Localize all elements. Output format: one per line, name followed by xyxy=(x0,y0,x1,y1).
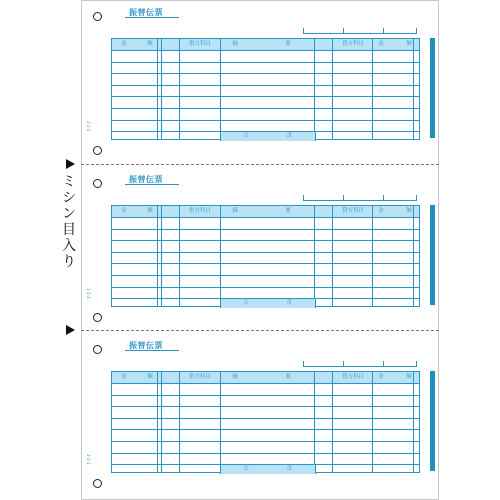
perforation-line xyxy=(81,164,439,165)
header-debit-amount-a: 金 xyxy=(121,208,127,214)
slip-title: 振替伝票 xyxy=(129,175,163,184)
binding-hole-icon xyxy=(93,345,102,354)
entry-table xyxy=(111,371,420,473)
voucher-slip-3 xyxy=(81,333,439,493)
header-debit-amount-b: 額 xyxy=(147,208,153,214)
header-description-a: 摘 xyxy=(232,208,238,214)
header-description-b: 要 xyxy=(285,41,291,47)
header-description-a: 摘 xyxy=(232,374,238,380)
total-row: 合 計 xyxy=(220,299,316,308)
header-debit-account: 借方科目 xyxy=(188,41,211,47)
voucher-slip-2 xyxy=(81,167,439,327)
form-code: 1-1-1 xyxy=(86,454,91,465)
header-debit-account: 借方科目 xyxy=(188,208,211,214)
title-underline xyxy=(125,17,179,18)
color-edge-band xyxy=(430,38,435,138)
binding-hole-icon xyxy=(93,12,102,21)
header-description-b: 要 xyxy=(285,208,291,214)
perforation-label xyxy=(60,174,78,270)
header-debit-amount-a: 金 xyxy=(121,41,127,47)
stamp-boxes xyxy=(303,26,417,34)
form-code: 1-1-1 xyxy=(86,288,91,299)
perforation-label-char: 目 xyxy=(62,222,76,238)
header-debit-amount-b: 額 xyxy=(147,41,153,47)
perforation-line xyxy=(81,330,439,331)
header-credit-amount-a: 金 xyxy=(378,374,384,380)
color-edge-band xyxy=(430,371,435,471)
header-debit-account: 借方科目 xyxy=(188,374,211,380)
perforation-label-char: り xyxy=(62,254,76,270)
perforation-arrow-icon xyxy=(66,325,75,335)
total-row: 合 計 xyxy=(220,132,316,141)
header-debit-amount-a: 金 xyxy=(121,374,127,380)
slip-title: 振替伝票 xyxy=(129,8,163,17)
header-credit-account: 貸方科目 xyxy=(341,208,364,214)
header-description-b: 要 xyxy=(285,374,291,380)
header-credit-amount-a: 金 xyxy=(378,208,384,214)
header-description-a: 摘 xyxy=(232,41,238,47)
perforation-label-char: ミ xyxy=(62,174,76,190)
entry-table xyxy=(111,205,420,307)
binding-hole-icon xyxy=(93,479,102,488)
perforation-label-char: シ xyxy=(62,190,76,206)
binding-hole-icon xyxy=(93,313,102,322)
stamp-boxes xyxy=(303,359,417,367)
title-underline xyxy=(125,184,179,185)
header-credit-amount-b: 額 xyxy=(406,41,412,47)
header-debit-amount-b: 額 xyxy=(147,374,153,380)
stamp-boxes xyxy=(303,193,417,201)
entry-table xyxy=(111,38,420,140)
header-credit-account: 貸方科目 xyxy=(341,374,364,380)
total-row: 合 計 xyxy=(220,465,316,474)
color-edge-band xyxy=(430,205,435,305)
slip-title: 振替伝票 xyxy=(129,341,163,350)
binding-hole-icon xyxy=(93,146,102,155)
form-code: 1-1-1 xyxy=(86,121,91,132)
perforation-arrow-icon xyxy=(66,159,75,169)
perforation-label-char: 入 xyxy=(62,238,76,254)
header-credit-amount-b: 額 xyxy=(406,208,412,214)
voucher-slip-1 xyxy=(81,0,439,160)
header-credit-account: 貸方科目 xyxy=(341,41,364,47)
header-credit-amount-a: 金 xyxy=(378,41,384,47)
header-credit-amount-b: 額 xyxy=(406,374,412,380)
title-underline xyxy=(125,350,179,351)
perforation-label-char: ン xyxy=(62,206,76,222)
binding-hole-icon xyxy=(93,179,102,188)
